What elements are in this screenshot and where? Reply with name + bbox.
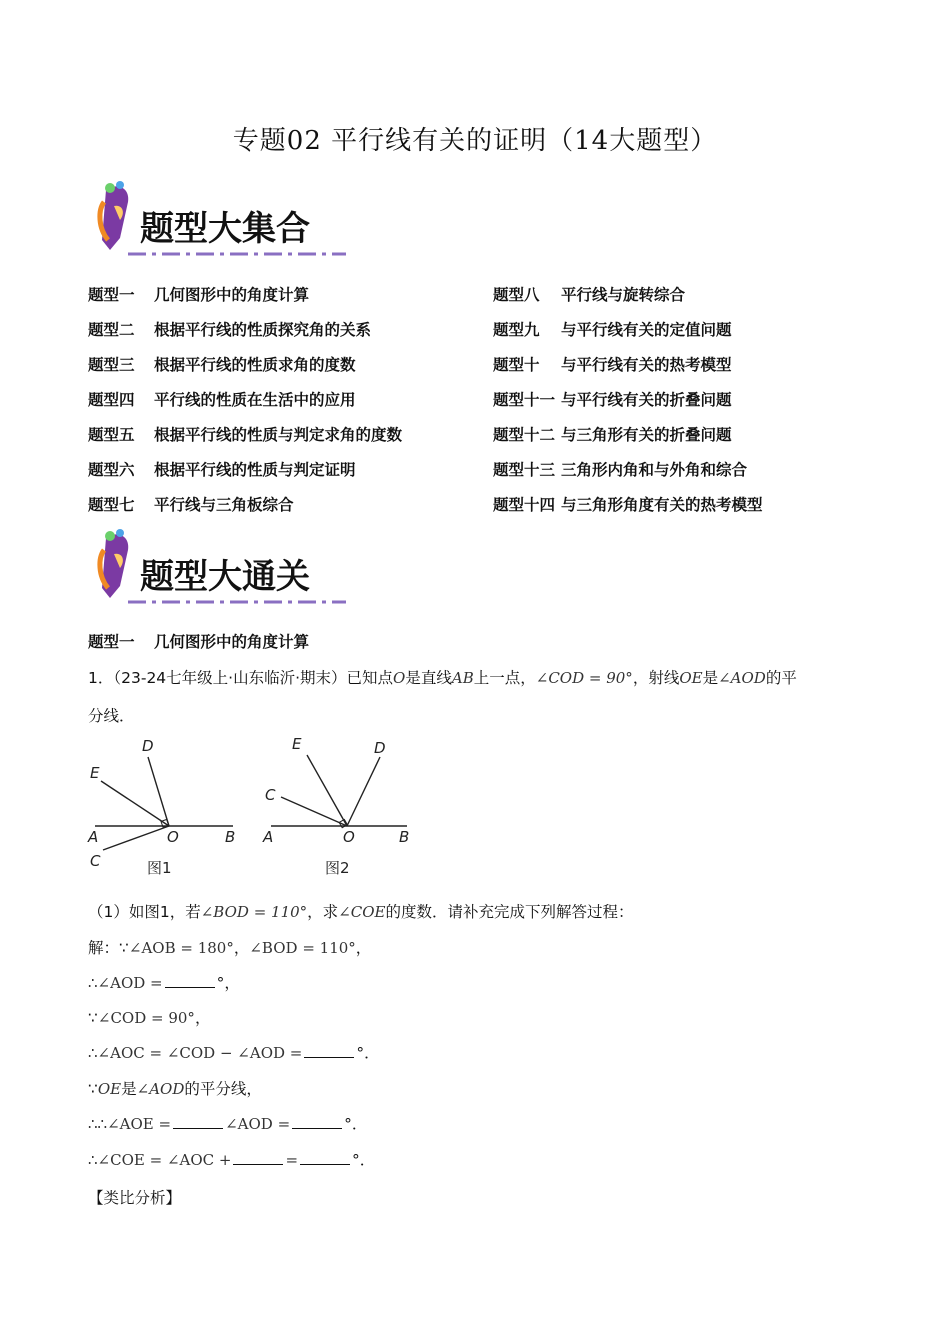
toc-code: 题型十二 (493, 426, 556, 444)
toc-code: 题型七 (88, 496, 135, 514)
label-e: E (292, 735, 302, 753)
toc-entry (88, 283, 493, 318)
label-o: O (167, 828, 179, 846)
toc-name: 根据平行线的性质与判定证明 (154, 461, 356, 479)
step-text: °． (344, 1115, 368, 1133)
solution-step-3 (88, 1006, 210, 1028)
label-o: O (343, 828, 355, 846)
label-b: B (399, 828, 410, 846)
toc-name: 与三角形有关的折叠问题 (561, 426, 732, 444)
label-b: B (225, 828, 236, 846)
math-angle: ∠AOD (136, 1080, 185, 1098)
toc-row (88, 283, 888, 318)
solution-step-2 (88, 971, 240, 993)
toc-entry (88, 388, 493, 423)
part-text: 的度数．请补充完成下列解答过程： (385, 903, 634, 921)
toc-name: 几何图形中的角度计算 (154, 286, 310, 304)
toc-code: 题型五 (88, 426, 135, 444)
toc-code: 题型十三 (493, 461, 556, 479)
math-condition: ∠COD = 90° (535, 669, 633, 687)
figure-2 (262, 735, 409, 877)
step-text: 的平分线， (184, 1080, 262, 1098)
toc-entry (493, 493, 888, 528)
step-text: ∵ (88, 1080, 98, 1098)
math-point: O (393, 669, 406, 687)
math-expr: ∠AOB = 180° (128, 939, 234, 957)
answer-blank[interactable] (165, 973, 215, 988)
step-text: °， (216, 974, 240, 992)
label-d: D (142, 737, 154, 755)
label-c: C (90, 852, 101, 870)
stem-text: 是 (702, 669, 719, 687)
figure-1 (87, 737, 235, 877)
math-expr: ∠AOD = (225, 1115, 291, 1133)
toc-row (88, 423, 888, 458)
toc-row (88, 388, 888, 423)
toc-name: 平行线与旋转综合 (561, 286, 686, 304)
section-code: 题型一 (88, 633, 135, 651)
step-text: ， (355, 939, 372, 957)
toc-code: 题型四 (88, 391, 135, 409)
banner-text: 题型大通关 (140, 557, 310, 597)
math-expr: ∴∠COE = ∠AOC + (88, 1151, 232, 1169)
part1-question (88, 900, 634, 922)
figure-caption: 图2 (325, 859, 350, 877)
banner-question-types (88, 180, 350, 262)
math-ray: OE (679, 669, 703, 687)
toc-name: 根据平行线的性质求角的度数 (154, 356, 356, 374)
toc-name: 三角形内角和与外角和综合 (561, 461, 748, 479)
answer-blank[interactable] (300, 1150, 350, 1165)
math-expr: ∠COD = 90° (97, 1009, 195, 1027)
toc-entry (88, 318, 493, 353)
figure-caption: 图1 (147, 859, 172, 877)
label-d: D (374, 739, 386, 757)
toc-row (88, 493, 888, 528)
toc-entry (88, 458, 493, 493)
toc-name: 根据平行线的性质与判定求角的度数 (154, 426, 403, 444)
toc-code: 题型十一 (493, 391, 556, 409)
toc-entry (88, 493, 493, 528)
toc-row (88, 353, 888, 388)
math-line: AB (451, 669, 474, 687)
toc-entry (88, 353, 493, 388)
math-expr: = (285, 1151, 299, 1169)
answer-blank[interactable] (304, 1043, 354, 1058)
math-ray: OE (97, 1080, 122, 1098)
toc-code: 题型十四 (493, 496, 556, 514)
problem-number: 1． (88, 669, 114, 687)
toc-name: 与平行线有关的热考模型 (561, 356, 732, 374)
math-expr: ∴∴∠AOE = (88, 1115, 172, 1133)
geometry-figures (85, 735, 425, 885)
problem-stem (88, 666, 797, 688)
toc-entry (493, 423, 888, 458)
label-e: E (90, 764, 100, 782)
step-text: °． (356, 1044, 380, 1062)
page-title: 专题02 平行线有关的证明（14大题型） (232, 126, 718, 156)
solution-step-1 (88, 936, 371, 958)
toc-code: 题型二 (88, 321, 135, 339)
label-a: A (88, 828, 99, 846)
math-angle: ∠COE (338, 903, 386, 921)
math-expr: ∴∠AOD = (88, 974, 163, 992)
step-text: 是 (121, 1080, 137, 1098)
solution-step-5 (88, 1077, 262, 1099)
answer-blank[interactable] (233, 1150, 283, 1165)
math-expr: ∴∠AOC = ∠COD − ∠AOD = (88, 1044, 303, 1062)
stem-text: ，射线 (632, 669, 680, 687)
toc-entry (493, 318, 888, 353)
math-expr: ∠BOD = 110° (249, 939, 356, 957)
answer-blank[interactable] (292, 1114, 342, 1129)
solution-step-4 (88, 1041, 380, 1063)
banner-question-practice (88, 528, 350, 610)
answer-blank[interactable] (173, 1114, 223, 1129)
toc-entry (493, 353, 888, 388)
toc-row (88, 458, 888, 493)
solution-step-7 (88, 1148, 375, 1170)
question-type-list (88, 283, 888, 528)
step-text: ， (233, 939, 250, 957)
section-heading (88, 630, 309, 652)
stem-text: 已知点 (346, 669, 394, 687)
toc-code: 题型十 (493, 356, 540, 374)
toc-row (88, 318, 888, 353)
section-name: 几何图形中的角度计算 (154, 633, 310, 651)
analogy-heading: 【类比分析】 (88, 1189, 182, 1207)
toc-name: 根据平行线的性质探究角的关系 (154, 321, 372, 339)
problem-stem-cont: 分线． (88, 707, 135, 725)
math-condition: ∠BOD = 110° (200, 903, 308, 921)
toc-name: 与平行线有关的折叠问题 (561, 391, 732, 409)
toc-name: 平行线的性质在生活中的应用 (154, 391, 356, 409)
stem-text: 的平 (765, 669, 797, 687)
toc-code: 题型一 (88, 286, 135, 304)
toc-code: 题型六 (88, 461, 135, 479)
toc-name: 与三角形角度有关的热考模型 (561, 496, 763, 514)
step-text: ∵ (88, 1009, 98, 1027)
toc-code: 题型三 (88, 356, 135, 374)
part-text: ，求 (307, 903, 339, 921)
part-text: （1）如图1，若 (88, 903, 201, 921)
math-angle: ∠AOD (718, 669, 766, 687)
stem-text: 是直线 (405, 669, 452, 687)
toc-entry (493, 458, 888, 493)
toc-code: 题型九 (493, 321, 540, 339)
toc-name: 平行线与三角板综合 (154, 496, 294, 514)
label-a: A (263, 828, 274, 846)
banner-text: 题型大集合 (140, 209, 310, 249)
step-text: °． (352, 1151, 376, 1169)
step-text: ， (194, 1009, 211, 1027)
toc-entry (88, 423, 493, 458)
label-c: C (265, 786, 276, 804)
problem-source: （23-24七年级上·山东临沂·期末） (113, 669, 347, 687)
toc-name: 与平行线有关的定值问题 (561, 321, 732, 339)
step-text: 解：∵ (88, 939, 129, 957)
toc-entry (493, 388, 888, 423)
toc-entry (493, 283, 888, 318)
toc-code: 题型八 (493, 286, 540, 304)
solution-step-6 (88, 1112, 367, 1134)
stem-text: 上一点， (473, 669, 536, 687)
